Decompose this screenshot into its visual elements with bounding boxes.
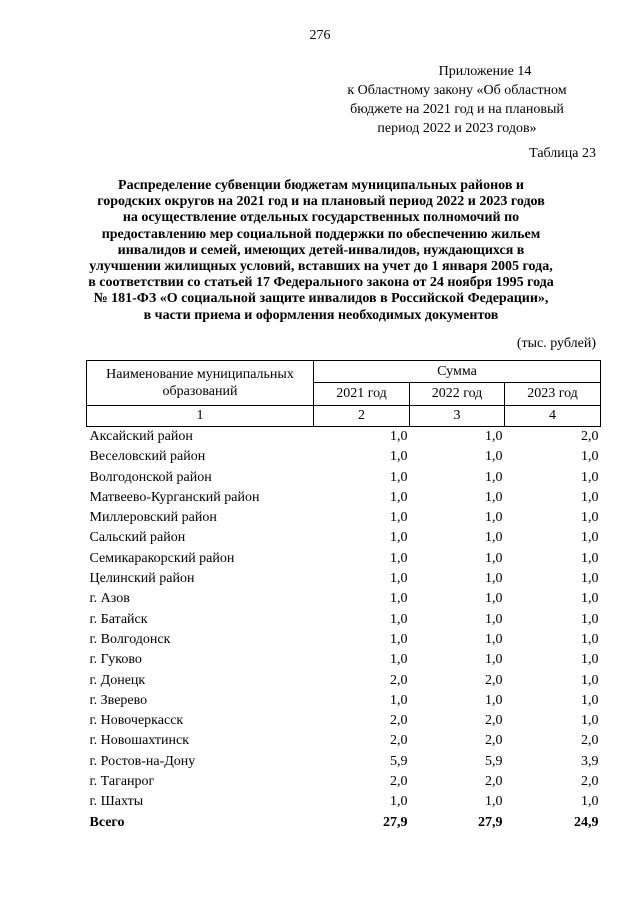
amount-2023: 1,0 [581, 713, 599, 729]
table-row [87, 528, 601, 548]
table-row [87, 447, 601, 467]
amount-2023: 1,0 [581, 510, 599, 526]
heading-line: предоставлению мер социальной поддержки по обеспечению жильем [101, 226, 541, 242]
municipality-name: г. Новочеркасск [89, 713, 184, 729]
table-row [87, 650, 601, 670]
municipality-name: г. Новошахтинск [89, 733, 190, 749]
municipality-name: Веселовский район [89, 449, 206, 465]
table-row [87, 691, 601, 711]
amount-2021: 1,0 [390, 489, 408, 505]
amount-2023: 1,0 [581, 449, 599, 465]
amount-2022: 1,0 [485, 510, 503, 526]
heading-line: инвалидов и семей, имеющих детей-инвалидов, нуждающихся в [117, 242, 525, 258]
municipality-name: Целинский район [89, 571, 195, 587]
amount-2021: 2,0 [390, 713, 408, 729]
table-row [87, 711, 601, 731]
amount-2022: 1,0 [485, 652, 503, 668]
amount-2022: 1,0 [485, 530, 503, 546]
amount-2021: 1,0 [390, 510, 408, 526]
amount-2022: 2,0 [485, 733, 503, 749]
units-note: (тыс. рублей) [516, 336, 596, 351]
amount-2021: 1,0 [390, 652, 408, 668]
municipality-name: г. Таганрог [89, 774, 155, 790]
heading-line: городских округов на 2021 год и на плановый период 2022 и 2023 годов [97, 194, 545, 210]
municipality-name: Аксайский район [89, 429, 193, 444]
municipality-name: Волгодонской район [89, 469, 212, 485]
heading-line: Распределение субвенции бюджетам муниципальных районов и [118, 178, 524, 193]
municipality-name: г. Гуково [89, 652, 142, 668]
amount-2023: 1,0 [581, 550, 599, 566]
amount-2021: 1,0 [390, 611, 408, 627]
amount-2023: 1,0 [581, 591, 599, 607]
table-row [87, 772, 601, 792]
heading-line: улучшении жилищных условий, вставших на учет до 1 января 2005 года, [89, 259, 553, 275]
amount-2022: 5,9 [485, 753, 503, 769]
amount-2022: 2,0 [485, 774, 503, 790]
amount-2021: 5,9 [390, 753, 408, 769]
amount-2021: 1,0 [390, 449, 408, 465]
amount-2021: 1,0 [390, 429, 408, 444]
municipality-name: г. Батайск [89, 611, 148, 627]
table-row [87, 630, 601, 650]
amount-2022: 2,0 [485, 713, 503, 729]
amount-2023: 1,0 [581, 672, 599, 688]
amount-2022: 1,0 [485, 489, 503, 505]
column-header-year: 2022 год [410, 383, 505, 406]
heading-line: на осуществление отдельных государственных полномочий по [122, 210, 520, 226]
amount-2021: 1,0 [390, 469, 408, 485]
table-row [87, 671, 601, 691]
municipality-name: Всего [89, 814, 125, 830]
amount-2023: 1,0 [581, 794, 599, 810]
amount-2022: 27,9 [478, 814, 503, 830]
table-row [87, 752, 601, 772]
column-number: 4 [505, 406, 601, 427]
municipality-name: г. Зверево [89, 692, 148, 708]
municipality-name: г. Донецк [89, 672, 146, 688]
municipality-name: г. Ростов-на-Дону [89, 753, 196, 769]
amount-2021: 1,0 [390, 530, 408, 546]
municipality-name: г. Азов [89, 591, 130, 607]
column-number: 3 [410, 406, 505, 427]
heading-line: в части приема и оформления необходимых документов [143, 307, 499, 323]
table-number: Таблица 23 [529, 146, 596, 161]
municipality-name: Семикаракорский район [89, 550, 235, 566]
table-row [87, 589, 601, 609]
column-header-sum: Сумма [314, 361, 601, 383]
amount-2022: 2,0 [485, 672, 503, 688]
appendix-title: Приложение 14 [438, 64, 532, 79]
amount-2023: 1,0 [581, 530, 599, 546]
total-row [87, 813, 601, 833]
amount-2023: 1,0 [581, 692, 599, 708]
table-row [87, 549, 601, 569]
amount-2021: 1,0 [390, 591, 408, 607]
amount-2022: 1,0 [485, 631, 503, 647]
amount-2021: 2,0 [390, 733, 408, 749]
appendix-note [332, 62, 582, 138]
amount-2022: 1,0 [485, 794, 503, 810]
amount-2022: 1,0 [485, 692, 503, 708]
amount-2021: 1,0 [390, 692, 408, 708]
column-header-name: Наименование муниципальных образований [87, 361, 314, 406]
amount-2022: 1,0 [485, 429, 503, 444]
amount-2021: 1,0 [390, 794, 408, 810]
amount-2021: 1,0 [390, 550, 408, 566]
amount-2021: 2,0 [390, 672, 408, 688]
table-row [87, 427, 601, 448]
municipality-name: Миллеровский район [89, 510, 217, 526]
amount-2023: 1,0 [581, 652, 599, 668]
amount-2021: 1,0 [390, 631, 408, 647]
amount-2023: 1,0 [581, 469, 599, 485]
municipality-name: Матвеево-Курганский район [89, 489, 260, 505]
amount-2023: 2,0 [581, 733, 599, 749]
amount-2022: 1,0 [485, 469, 503, 485]
municipality-name: Сальский район [89, 530, 186, 546]
heading-line: № 181-ФЗ «О социальной защите инвалидов в Российской Федерации», [93, 291, 549, 307]
appendix-line: к Областному закону «Об областном [347, 83, 567, 98]
amount-2022: 1,0 [485, 571, 503, 587]
amount-2022: 1,0 [485, 449, 503, 465]
heading-line: в соответствии со статьей 17 Федерального закона от 24 ноября 1995 года [88, 275, 554, 291]
amount-2023: 1,0 [581, 611, 599, 627]
column-header-year: 2023 год [505, 383, 601, 406]
column-number: 1 [87, 406, 314, 427]
amount-2023: 3,9 [581, 753, 599, 769]
subvention-table [86, 360, 601, 833]
amount-2023: 24,9 [574, 814, 599, 830]
amount-2022: 1,0 [485, 591, 503, 607]
amount-2021: 1,0 [390, 571, 408, 587]
amount-2021: 2,0 [390, 774, 408, 790]
municipality-name: г. Шахты [89, 794, 144, 810]
table-row [87, 792, 601, 812]
table-row [87, 508, 601, 528]
amount-2023: 1,0 [581, 631, 599, 647]
amount-2022: 1,0 [485, 611, 503, 627]
amount-2021: 27,9 [383, 814, 408, 830]
appendix-line: бюджете на 2021 год и на плановый [350, 102, 564, 117]
amount-2022: 1,0 [485, 550, 503, 566]
amount-2023: 1,0 [581, 571, 599, 587]
column-header-year: 2021 год [314, 383, 410, 406]
table-row [87, 610, 601, 630]
page-number: 276 [309, 28, 331, 43]
table-row [87, 468, 601, 488]
municipality-name: г. Волгодонск [89, 631, 171, 647]
table-row [87, 731, 601, 751]
table-row [87, 488, 601, 508]
amount-2023: 1,0 [581, 489, 599, 505]
amount-2023: 2,0 [581, 774, 599, 790]
amount-2023: 2,0 [581, 429, 599, 444]
table-row [87, 569, 601, 589]
document-heading [76, 178, 566, 324]
column-number: 2 [314, 406, 410, 427]
appendix-line: период 2022 и 2023 годов» [377, 121, 537, 136]
